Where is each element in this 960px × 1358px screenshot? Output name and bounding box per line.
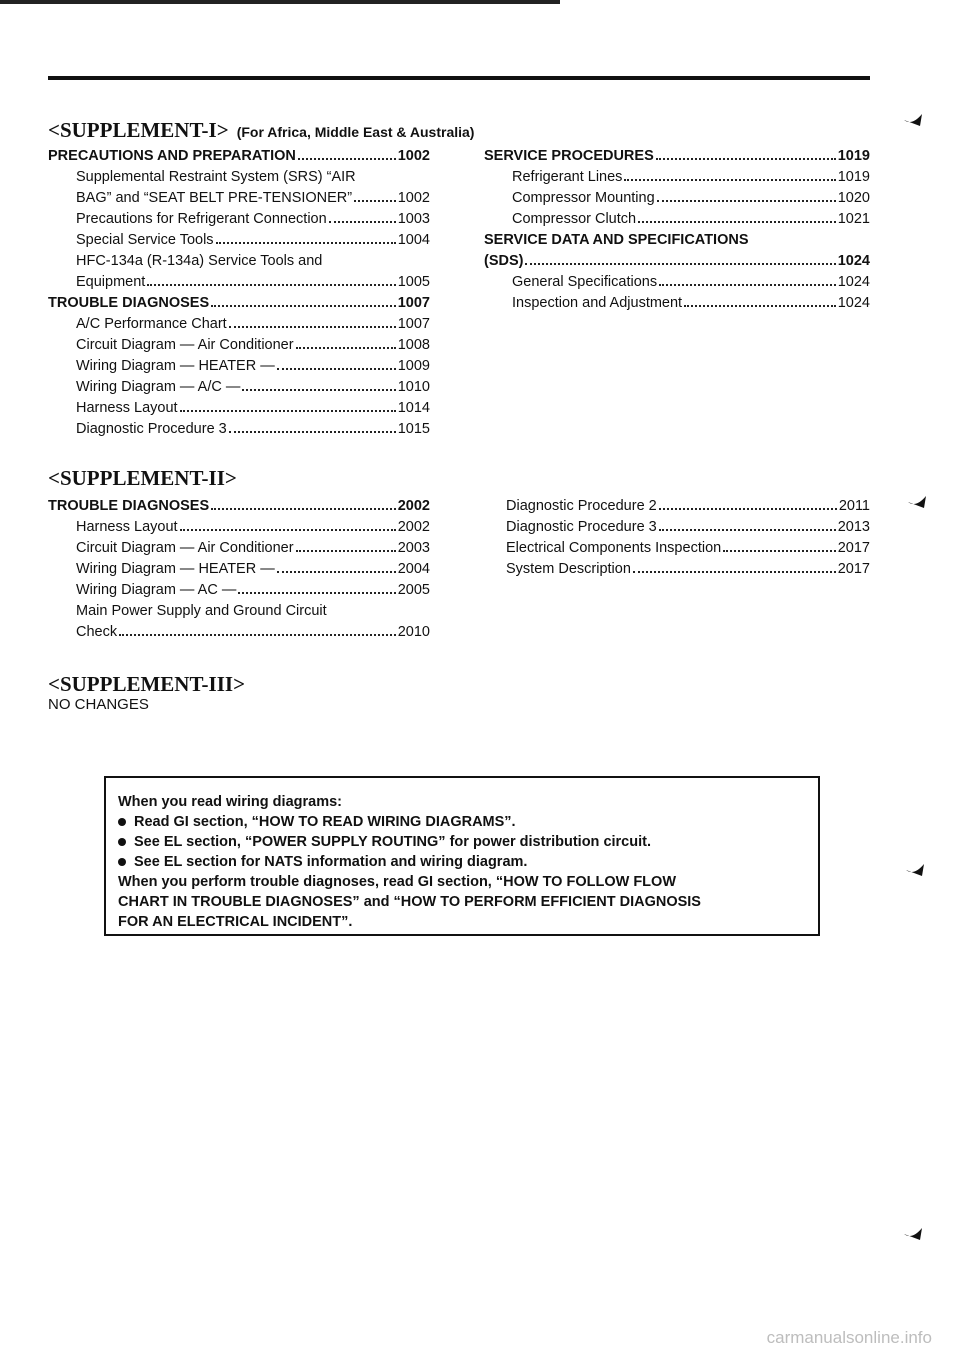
toc-entry-title: Compressor Clutch (512, 211, 637, 227)
info-line-text: Read GI section, “HOW TO READ WIRING DIAGRAMS”. (134, 814, 516, 830)
toc-leader-dots (684, 305, 836, 307)
toc-entry-page: 1024 (837, 274, 870, 290)
toc-entry (506, 538, 870, 559)
toc-leader-dots (633, 571, 836, 573)
toc-entry (506, 517, 870, 538)
toc-entry (48, 146, 430, 167)
toc-entry (48, 209, 430, 230)
toc-leader-dots (229, 326, 396, 328)
toc-entry-page: 2017 (837, 561, 870, 577)
toc-entry-title: SERVICE PROCEDURES (484, 148, 654, 164)
toc-entry-page: 1015 (397, 421, 430, 437)
toc-entry-title: Wiring Diagram — AC — (76, 582, 237, 598)
toc-entry-title: Harness Layout (76, 519, 178, 535)
toc-entry-title: Equipment (76, 274, 146, 290)
supplement-1-title-text: <SUPPLEMENT-I> (48, 118, 229, 142)
margin-tab-mark-icon (906, 494, 928, 508)
bullet-icon (118, 838, 126, 846)
info-line-text: When you perform trouble diagnoses, read GI section, “HOW TO FOLLOW FLOW (118, 874, 677, 890)
toc-entry-page: 1014 (397, 400, 430, 416)
toc-entry (506, 496, 870, 517)
toc-entry (48, 559, 430, 580)
toc-leader-dots (525, 263, 835, 265)
toc-entry-page: 1010 (397, 379, 430, 395)
toc-entry (484, 188, 870, 209)
toc-entry-title: Diagnostic Procedure 3 (506, 519, 657, 535)
toc-entry-page: 2002 (397, 498, 430, 514)
toc-entry (48, 622, 430, 643)
supplement-1-left-column (48, 146, 430, 440)
toc-entry (48, 398, 430, 419)
toc-entry-page: 1002 (397, 148, 430, 164)
toc-entry-title: Special Service Tools (76, 232, 214, 248)
toc-entry-title: SERVICE DATA AND SPECIFICATIONS (484, 232, 749, 248)
toc-leader-dots (277, 571, 396, 573)
toc-leader-dots (180, 529, 396, 531)
toc-entry-title: Supplemental Restraint System (SRS) “AIR (76, 169, 356, 185)
toc-entry (48, 580, 430, 601)
info-bullet-item (118, 852, 808, 872)
toc-leader-dots (147, 284, 395, 286)
toc-entry (48, 293, 430, 314)
toc-entry (484, 146, 870, 167)
bullet-icon (118, 858, 126, 866)
supplement-1-title (48, 118, 474, 143)
supplement-3-title: <SUPPLEMENT-III> (48, 672, 246, 696)
toc-entry-title: Main Power Supply and Ground Circuit (76, 603, 327, 619)
toc-entry-page: 2013 (837, 519, 870, 535)
info-bullet-item (118, 812, 808, 832)
toc-entry-page: 2017 (837, 540, 870, 556)
toc-entry-title: Wiring Diagram — A/C — (76, 379, 241, 395)
toc-entry-page: 1019 (837, 169, 870, 185)
toc-leader-dots (659, 284, 836, 286)
toc-leader-dots (216, 242, 396, 244)
toc-entry-title: General Specifications (512, 274, 658, 290)
toc-entry-page: 1003 (397, 211, 430, 227)
toc-entry (48, 272, 430, 293)
toc-entry-title: Refrigerant Lines (512, 169, 623, 185)
toc-entry-title: Electrical Components Inspection (506, 540, 722, 556)
toc-entry-page: 1024 (837, 253, 870, 269)
toc-leader-dots (659, 508, 837, 510)
toc-leader-dots (238, 592, 395, 594)
toc-leader-dots (119, 634, 396, 636)
toc-entry-page: 1021 (837, 211, 870, 227)
toc-entry-title: Precautions for Refrigerant Connection (76, 211, 327, 227)
toc-entry (48, 314, 430, 335)
toc-entry-title: Diagnostic Procedure 2 (506, 498, 657, 514)
toc-leader-dots (296, 550, 396, 552)
info-line (118, 792, 808, 812)
toc-entry (48, 167, 430, 188)
toc-entry (48, 230, 430, 251)
toc-entry-page: 1008 (397, 337, 430, 353)
toc-entry (484, 293, 870, 314)
toc-leader-dots (211, 508, 396, 510)
toc-entry (484, 230, 870, 251)
toc-entry-title: PRECAUTIONS AND PREPARATION (48, 148, 296, 164)
toc-entry-title: Harness Layout (76, 400, 178, 416)
toc-entry (48, 335, 430, 356)
info-line (118, 912, 808, 932)
info-line-text: CHART IN TROUBLE DIAGNOSES” and “HOW TO PERFORM EFFICIENT DIAGNOSIS (118, 894, 701, 910)
toc-entry-title: Wiring Diagram — HEATER — (76, 561, 275, 577)
info-line (118, 892, 808, 912)
toc-entry-title: Compressor Mounting (512, 190, 655, 206)
info-line (118, 872, 808, 892)
toc-entry-title: Circuit Diagram — Air Conditioner (76, 540, 294, 556)
toc-entry-page: 1002 (397, 190, 430, 206)
toc-entry-title: TROUBLE DIAGNOSES (48, 295, 210, 311)
toc-entry-page: 1009 (397, 358, 430, 374)
toc-leader-dots (329, 221, 396, 223)
supplement-2-right-column (506, 496, 870, 580)
toc-entry-title: BAG” and “SEAT BELT PRE-TENSIONER” (76, 190, 353, 206)
toc-entry-page: 2011 (838, 498, 870, 514)
supplement-3-note: NO CHANGES (48, 696, 149, 713)
bullet-icon (118, 818, 126, 826)
toc-leader-dots (277, 368, 396, 370)
toc-entry-page: 1007 (397, 316, 430, 332)
toc-leader-dots (638, 221, 836, 223)
toc-leader-dots (723, 550, 836, 552)
info-line-text: FOR AN ELECTRICAL INCIDENT”. (118, 914, 353, 930)
toc-entry-page: 2005 (397, 582, 430, 598)
toc-entry-page: 2004 (397, 561, 430, 577)
toc-leader-dots (657, 200, 836, 202)
toc-entry-title: TROUBLE DIAGNOSES (48, 498, 210, 514)
info-line-text: See EL section, “POWER SUPPLY ROUTING” for power distribution circuit. (134, 834, 651, 850)
toc-entry-title: Circuit Diagram — Air Conditioner (76, 337, 294, 353)
toc-entry-title: Check (76, 624, 118, 640)
toc-entry-page: 1020 (837, 190, 870, 206)
toc-entry (48, 356, 430, 377)
toc-leader-dots (298, 158, 396, 160)
toc-leader-dots (229, 431, 396, 433)
toc-entry (48, 538, 430, 559)
toc-entry (48, 377, 430, 398)
toc-entry-page: 1007 (397, 295, 430, 311)
toc-entry-title: A/C Performance Chart (76, 316, 227, 332)
toc-entry-page: 1004 (397, 232, 430, 248)
supplement-1-subtitle: (For Africa, Middle East & Australia) (236, 124, 475, 140)
toc-leader-dots (296, 347, 396, 349)
toc-entry (484, 251, 870, 272)
info-line-text: When you read wiring diagrams: (118, 794, 342, 810)
toc-entry-title: Inspection and Adjustment (512, 295, 683, 311)
toc-leader-dots (211, 305, 396, 307)
toc-entry-title: Wiring Diagram — HEATER — (76, 358, 275, 374)
margin-tab-mark-icon (904, 862, 926, 876)
toc-leader-dots (659, 529, 836, 531)
toc-entry (484, 167, 870, 188)
toc-entry-page: 2003 (397, 540, 430, 556)
supplement-2-title: <SUPPLEMENT-II> (48, 466, 237, 490)
toc-entry (48, 251, 430, 272)
toc-entry-page: 2002 (397, 519, 430, 535)
toc-entry-title: HFC-134a (R-134a) Service Tools and (76, 253, 323, 269)
toc-entry-title: System Description (506, 561, 631, 577)
toc-entry (48, 601, 430, 622)
toc-leader-dots (180, 410, 396, 412)
toc-entry (48, 188, 430, 209)
toc-entry-page: 2010 (397, 624, 430, 640)
toc-entry-title: (SDS) (484, 253, 524, 269)
toc-entry-page: 1005 (397, 274, 430, 290)
toc-leader-dots (354, 200, 396, 202)
wiring-diagram-info-box (104, 776, 820, 936)
toc-entry (484, 209, 870, 230)
info-line-text: See EL section for NATS information and wiring diagram. (134, 854, 528, 870)
supplement-1-right-column (484, 146, 870, 314)
toc-leader-dots (242, 389, 395, 391)
info-bullet-item (118, 832, 808, 852)
margin-tab-mark-icon (902, 112, 924, 126)
toc-leader-dots (656, 158, 836, 160)
toc-entry-page: 1024 (837, 295, 870, 311)
toc-entry (484, 272, 870, 293)
toc-entry-page: 1019 (837, 148, 870, 164)
toc-entry (48, 419, 430, 440)
watermark: carmanualsonline.info (766, 1328, 932, 1347)
toc-entry (48, 517, 430, 538)
top-scan-edge (0, 0, 560, 4)
margin-tab-mark-icon (902, 1226, 924, 1240)
toc-entry (506, 559, 870, 580)
toc-entry (48, 496, 430, 517)
header-rule (48, 76, 870, 80)
supplement-2-left-column (48, 496, 430, 643)
toc-entry-title: Diagnostic Procedure 3 (76, 421, 227, 437)
toc-leader-dots (624, 179, 835, 181)
